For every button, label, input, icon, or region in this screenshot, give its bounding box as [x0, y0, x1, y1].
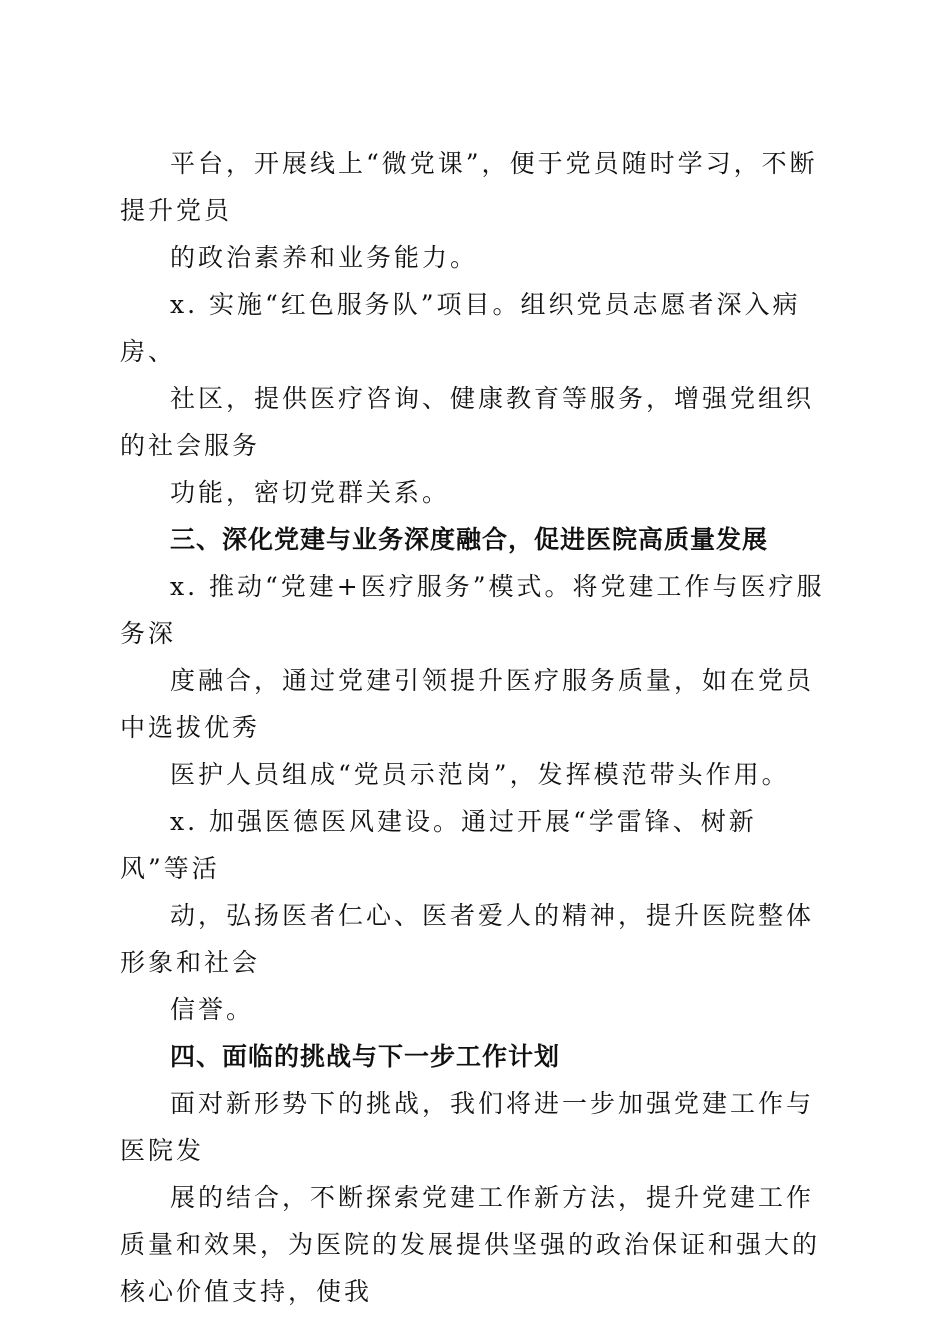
- paragraph-12: 面对新形势下的挑战，我们将进一步加强党建工作与医院发: [120, 1089, 815, 1165]
- paragraph-8: 医护人员组成“党员示范岗”，发挥模范带头作用。: [170, 760, 790, 789]
- paragraph-6: x. 推动“党建+医疗服务”模式。将党建工作与医疗服务深: [120, 572, 825, 648]
- section-heading-4: 四、面临的挑战与下一步工作计划: [170, 1042, 561, 1071]
- paragraph-7: 度融合，通过党建引领提升医疗服务质量，如在党员中选拔优秀: [120, 666, 815, 742]
- paragraph-5: 功能，密切党群关系。: [170, 478, 451, 507]
- section-heading-3: 三、深化党建与业务深度融合，促进医院高质量发展: [170, 525, 769, 554]
- document-body: [120, 140, 825, 1315]
- paragraph-9: x. 加强医德医风建设。通过开展“学雷锋、树新风”等活: [120, 807, 757, 883]
- paragraph-11: 信誉。: [170, 995, 255, 1024]
- paragraph-4: 社区，提供医疗咨询、健康教育等服务，增强党组织的社会服务: [120, 384, 815, 460]
- paragraph-13: 展的结合，不断探索党建工作新方法，提升党建工作质量和效果，为医院的发展提供坚强的政治保证和强大的核心价值支持，使我: [120, 1183, 821, 1306]
- paragraph-2: 的政治素养和业务能力。: [170, 243, 479, 272]
- paragraph-10: 动，弘扬医者仁心、医者爱人的精神，提升医院整体形象和社会: [120, 901, 815, 977]
- paragraph-3: x. 实施“红色服务队”项目。组织党员志愿者深入病房、: [120, 290, 801, 366]
- paragraph-1: 平台，开展线上“微党课”，便于党员随时学习，不断提升党员: [120, 149, 818, 225]
